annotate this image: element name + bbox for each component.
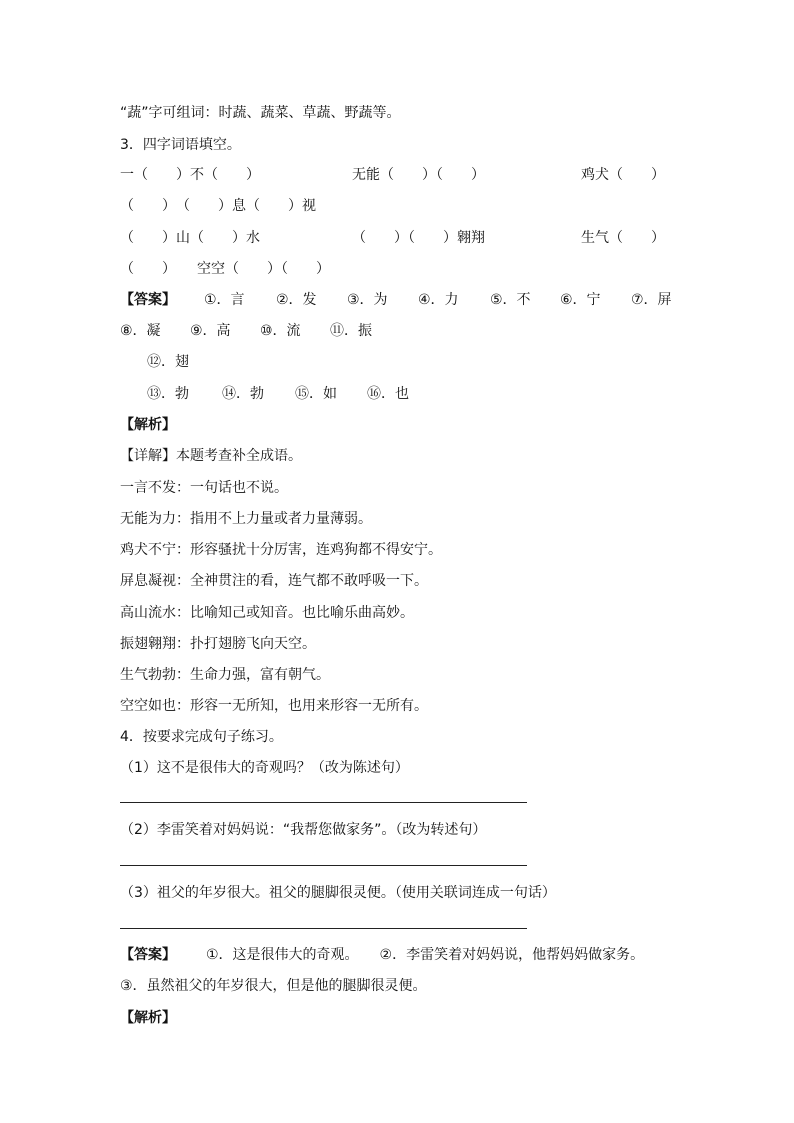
q3-answer-15: ⑮．如 xyxy=(295,386,337,402)
q3-answer-3: ③．为 xyxy=(347,292,388,308)
q3-detail: 【详解】本题考查补全成语。 xyxy=(120,448,302,464)
q3-answer-12: ⑫．翅 xyxy=(147,354,189,370)
q4-answer-line-2[interactable] xyxy=(120,865,527,866)
q3-explanation: 高山流水：比喻知己或知音。也比喻乐曲高妙。 xyxy=(120,605,414,621)
q3-answer-5: ⑤．不 xyxy=(490,292,531,308)
q3-answer-1: ①．言 xyxy=(204,292,245,308)
q3-row2-a: （ ） （ ）息（ ）视 xyxy=(120,198,316,214)
intro-text: “蔬”字可组词：时蔬、蔬菜、草蔬、野蔬等。 xyxy=(120,105,401,121)
q3-explanation: 振翅翱翔：扑打翅膀飞向天空。 xyxy=(120,636,316,652)
q4-answer-line-1[interactable] xyxy=(120,802,527,803)
q3-explanation: 鸡犬不宁：形容骚扰十分厉害，连鸡狗都不得安宁。 xyxy=(120,542,442,558)
q3-answer-7: ⑦．屏 xyxy=(631,292,672,308)
q3-explanation: 一言不发：一句话也不说。 xyxy=(120,480,288,496)
q4-item-3: （3）祖父的年岁很大。祖父的腿脚很灵便。（使用关联词连成一句话） xyxy=(120,885,556,901)
q3-explanation: 空空如也：形容一无所知，也用来形容一无所有。 xyxy=(120,698,428,714)
q4-title: 4．按要求完成句子练习。 xyxy=(120,729,283,745)
q3-answer-11: ⑪．振 xyxy=(330,323,372,339)
q3-row3-b: （ ）（ ）翱翔 xyxy=(352,230,485,246)
q3-answer-4: ④．力 xyxy=(418,292,459,308)
q3-answer-14: ⑭．勃 xyxy=(222,386,264,402)
q3-row1-a: 一（ ）不（ ） xyxy=(120,167,260,183)
q3-answer-label: 【答案】 xyxy=(120,292,176,308)
q3-answer-9: ⑨．高 xyxy=(190,323,231,339)
q3-title: 3．四字词语填空。 xyxy=(120,137,241,153)
q3-answer-6: ⑥．宁 xyxy=(560,292,601,308)
q4-item-2: （2）李雷笑着对妈妈说：“我帮您做家务”。（改为转述句） xyxy=(120,822,487,838)
q3-answer-10: ⑩．流 xyxy=(260,323,301,339)
q4-answer-label: 【答案】 xyxy=(120,947,176,963)
q3-answer-16: ⑯．也 xyxy=(367,386,409,402)
q3-explanation: 生气勃勃：生命力强，富有朝气。 xyxy=(120,667,330,683)
q3-explanation: 无能为力：指用不上力量或者力量薄弱。 xyxy=(120,511,372,527)
q3-row4-a: （ ） 空空（ ）（ ） xyxy=(120,261,330,277)
q3-explanation: 屏息凝视：全神贯注的看，连气都不敢呼吸一下。 xyxy=(120,573,428,589)
q3-row3-a: （ ）山（ ）水 xyxy=(120,230,260,246)
q4-answer-line1: ①．这是很伟大的奇观。 ②．李雷笑着对妈妈说，他帮妈妈做家务。 xyxy=(206,947,645,963)
q3-answer-8: ⑧．凝 xyxy=(120,323,161,339)
q4-answer-line-3[interactable] xyxy=(120,928,527,929)
q4-item-1: （1）这不是很伟大的奇观吗？（改为陈述句） xyxy=(120,760,409,776)
q4-answer-line2: ③．虽然祖父的年岁很大，但是他的腿脚很灵便。 xyxy=(120,978,427,994)
q3-answer-2: ②．发 xyxy=(276,292,317,308)
q3-analysis-label: 【解析】 xyxy=(120,417,176,433)
q4-analysis-label: 【解析】 xyxy=(120,1010,176,1026)
q3-row1-b: 无能（ ）（ ） xyxy=(352,167,485,183)
q3-row1-c: 鸡犬（ ） xyxy=(581,167,665,183)
q3-row3-c: 生气（ ） xyxy=(581,230,665,246)
q3-answer-13: ⑬．勃 xyxy=(147,386,189,402)
